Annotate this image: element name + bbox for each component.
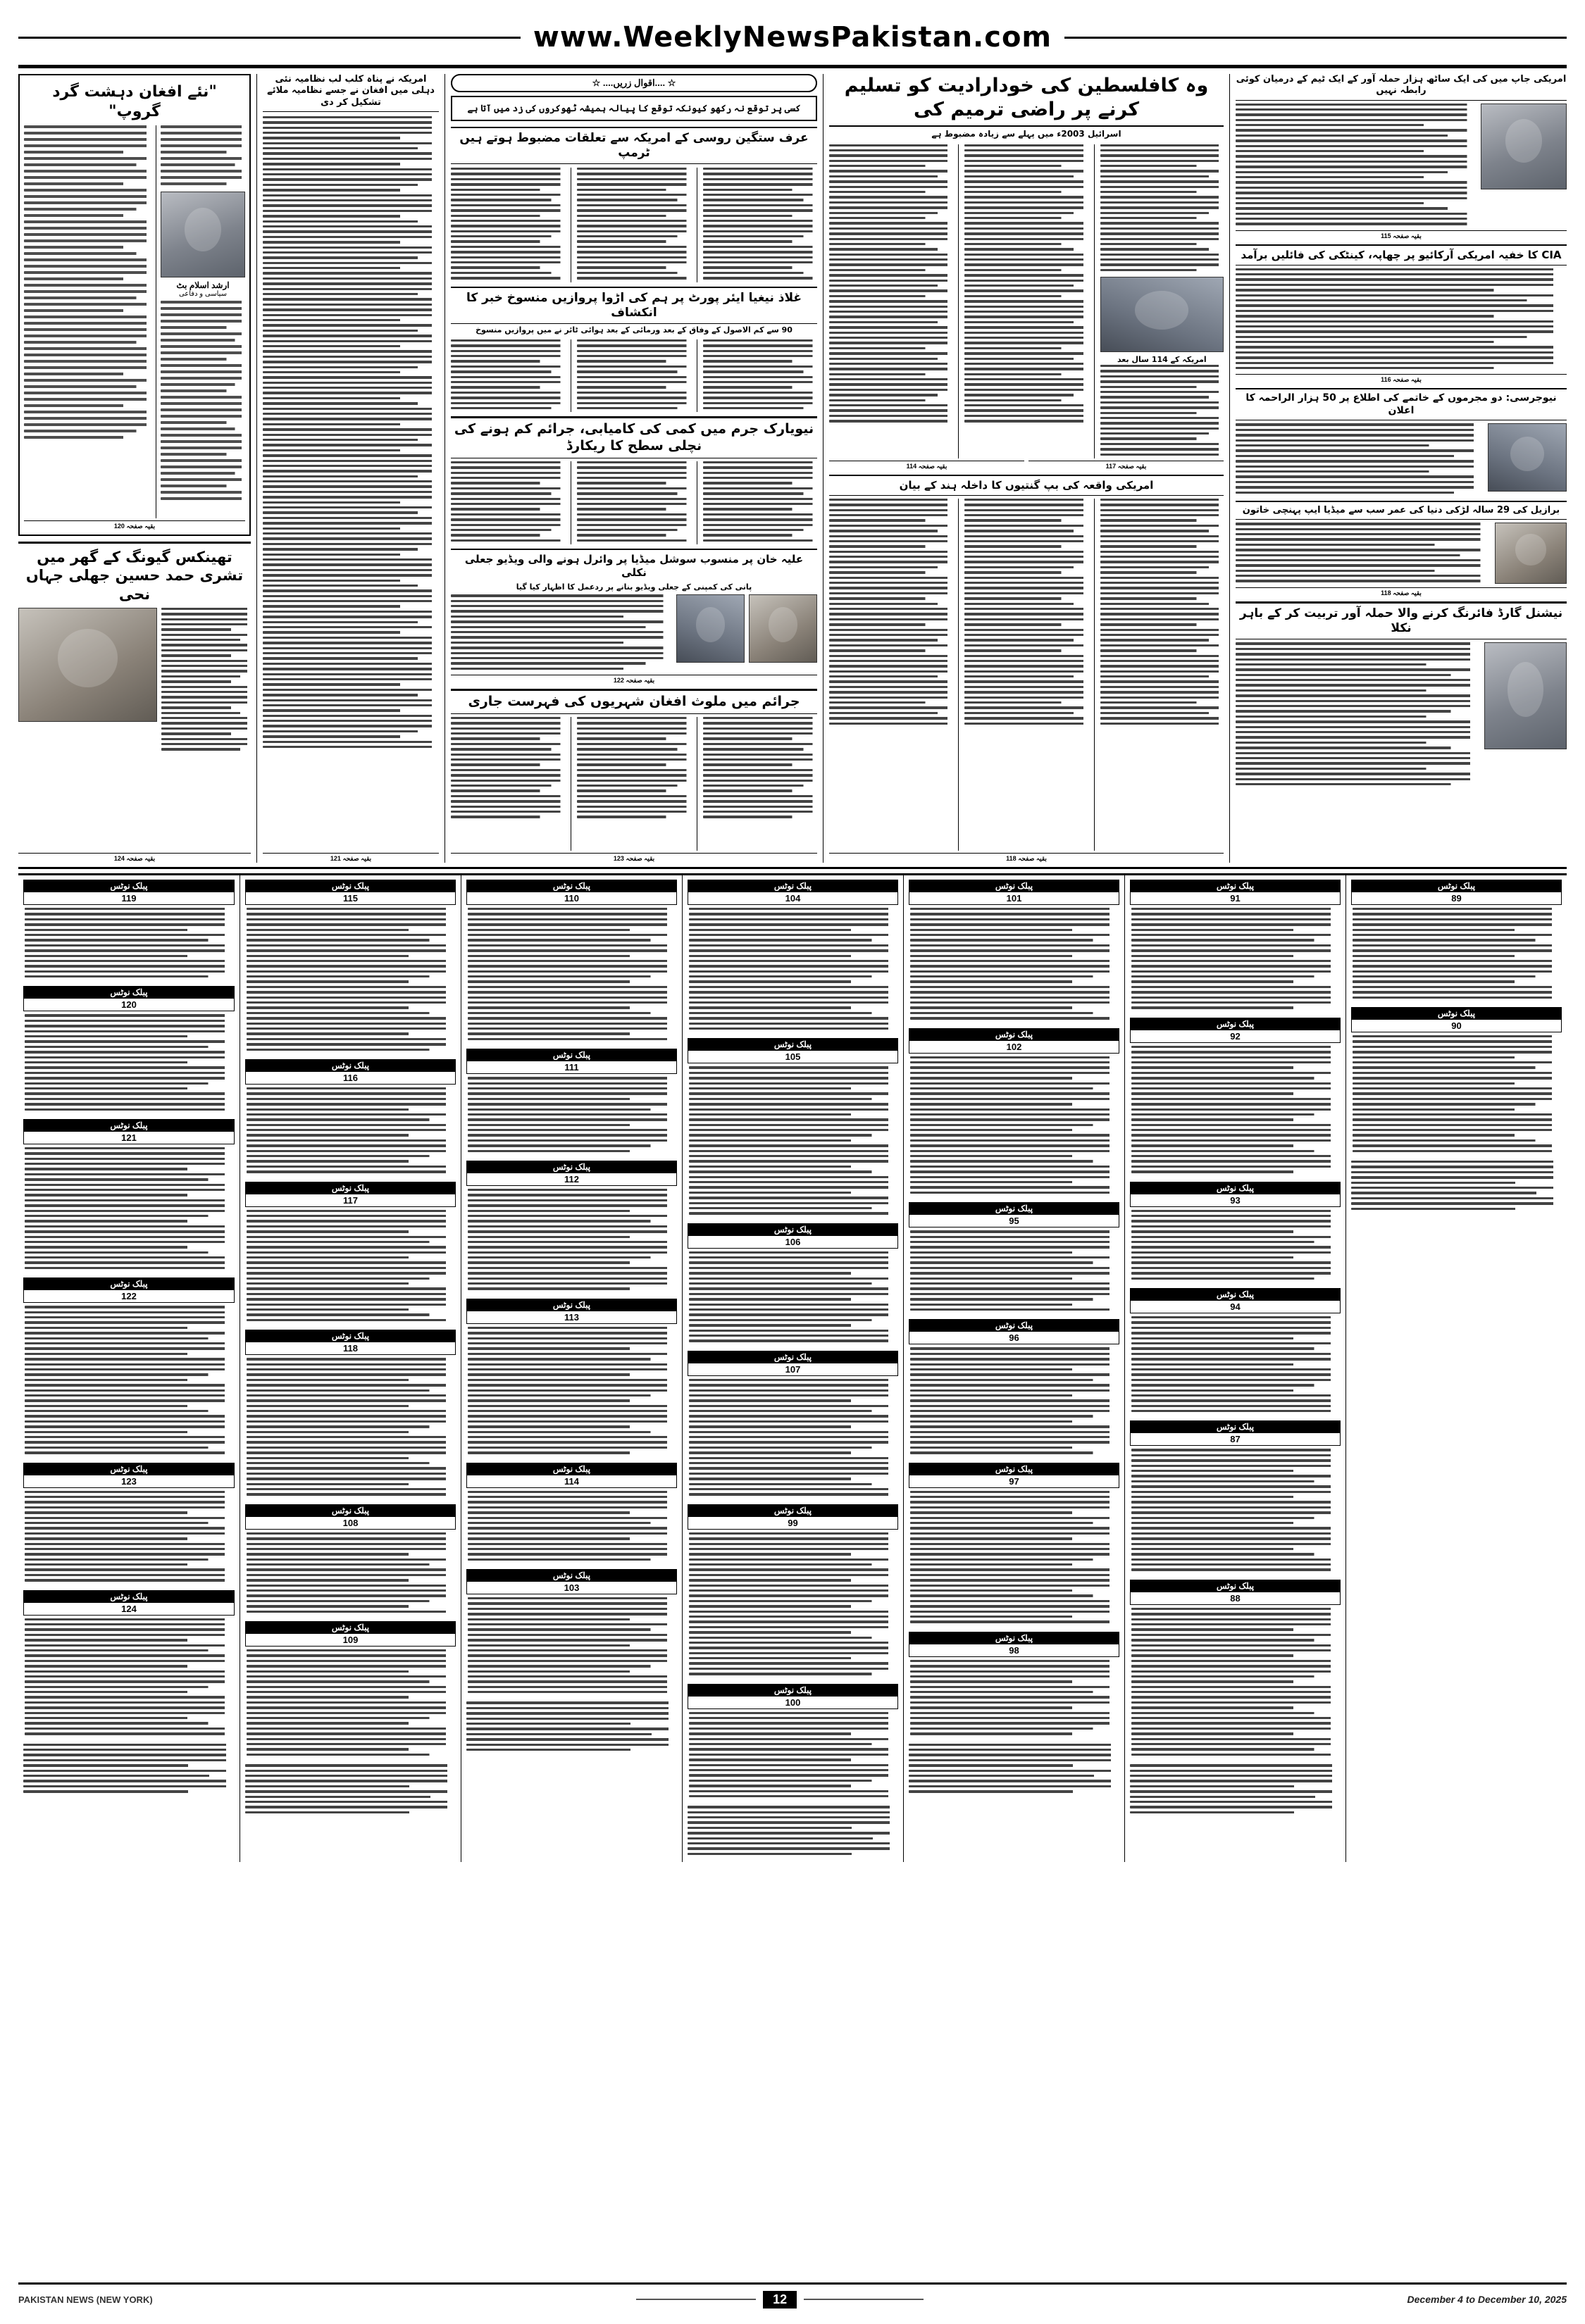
thanksgiving-photo bbox=[18, 608, 157, 722]
notice-title: پبلک نوٹس bbox=[1130, 1288, 1341, 1301]
notice-body bbox=[1130, 1313, 1341, 1412]
col5-continued-2: بقیہ صفحہ 116 bbox=[1236, 374, 1567, 384]
notice-title: پبلک نوٹس bbox=[1130, 1580, 1341, 1592]
notice-number: 122 bbox=[23, 1290, 235, 1303]
notice-title: پبلک نوٹس bbox=[909, 1202, 1119, 1215]
trump-photo bbox=[1100, 277, 1224, 352]
notice-title: پبلک نوٹس bbox=[688, 1038, 898, 1051]
notice-body bbox=[688, 1530, 898, 1675]
col4-continued-1: بقیہ صفحہ 114 bbox=[829, 461, 1024, 470]
col3-story3-text-b bbox=[577, 461, 691, 544]
notice-body bbox=[688, 1709, 898, 1798]
col3-story1-text-a bbox=[451, 168, 565, 282]
thanksgiving-headline: تھینکس گیونگ کے گھر میں تشری حمد حسین جھلی جہاں نحی bbox=[25, 549, 244, 603]
col5-headline-3: نیوجرسی: دو مجرموں کے خاتمے کی اطلاع پر 50 ہزار الراحمہ کا اعلان bbox=[1236, 388, 1567, 420]
public-notice bbox=[245, 1182, 456, 1322]
col4-lower-a bbox=[829, 499, 952, 851]
lead-text-left-bottom bbox=[161, 301, 245, 504]
notice-body bbox=[245, 1530, 456, 1613]
public-notice bbox=[245, 1504, 456, 1613]
public-notice bbox=[1351, 1007, 1562, 1152]
notice-title: پبلک نوٹس bbox=[245, 1504, 456, 1517]
col3-story3-text-a bbox=[451, 461, 565, 544]
notice-body bbox=[466, 1594, 677, 1693]
top-news-area bbox=[18, 68, 1567, 869]
notice-body bbox=[245, 1207, 456, 1322]
notice-title: پبلک نوٹس bbox=[1351, 1007, 1562, 1020]
notice-number: 112 bbox=[466, 1173, 677, 1186]
notice-title: پبلک نوٹس bbox=[909, 1463, 1119, 1475]
col5-headline-4: برازیل کی 29 سالہ لڑکی دنیا کی عمر سب سے میڈیا ایپ پہنچی خاتون bbox=[1236, 501, 1567, 520]
column-filler-text bbox=[245, 1764, 456, 1813]
public-notice bbox=[1130, 880, 1341, 1009]
col4-text-c-top bbox=[1100, 144, 1224, 275]
col2-text bbox=[263, 116, 439, 851]
notice-number: 102 bbox=[909, 1041, 1119, 1054]
legal-column bbox=[1124, 875, 1345, 1862]
notice-number: 121 bbox=[23, 1132, 235, 1144]
notice-body bbox=[1130, 905, 1341, 1009]
notice-number: 89 bbox=[1351, 892, 1562, 905]
suspect-photo bbox=[1488, 423, 1567, 492]
thanksgiving-text bbox=[161, 608, 251, 851]
public-notice bbox=[909, 1202, 1119, 1311]
notice-title: پبلک نوٹس bbox=[466, 880, 677, 892]
site-url: www.WeeklyNewsPakistan.com bbox=[533, 21, 1052, 54]
notice-title: پبلک نوٹس bbox=[466, 1569, 677, 1582]
col4-text-c-bottom bbox=[1100, 365, 1224, 458]
legal-column bbox=[18, 875, 240, 1862]
anchor-photo bbox=[1481, 104, 1567, 189]
notice-number: 99 bbox=[688, 1517, 898, 1530]
col3-continued-2: بقیہ صفحہ 123 bbox=[451, 853, 817, 863]
notice-title: پبلک نوٹس bbox=[1130, 1182, 1341, 1194]
notice-title: پبلک نوٹس bbox=[909, 1319, 1119, 1332]
public-notice bbox=[466, 880, 677, 1040]
notice-body bbox=[688, 1063, 898, 1214]
public-notice bbox=[245, 1059, 456, 1173]
public-notice bbox=[688, 1504, 898, 1675]
notice-number: 115 bbox=[245, 892, 456, 905]
notice-title: پبلک نوٹس bbox=[23, 1119, 235, 1132]
notice-number: 107 bbox=[688, 1363, 898, 1376]
notice-title: پبلک نوٹس bbox=[23, 1590, 235, 1603]
lead-headline: "نئے افغان دہشت گرد گروپ" bbox=[52, 83, 217, 120]
notice-body bbox=[1130, 1043, 1341, 1173]
lead-text-right bbox=[24, 125, 151, 518]
notice-body bbox=[466, 905, 677, 1040]
lead-text-left-top bbox=[161, 125, 245, 189]
notice-body bbox=[23, 1011, 235, 1110]
public-notice bbox=[23, 880, 235, 977]
col3-sub-4: پانی کی کمپنی کے جعلی ویڈیو بنانے پر ردعمل کا اظہار کیا گیا bbox=[516, 582, 752, 592]
notice-number: 106 bbox=[688, 1236, 898, 1249]
col4-lower-b bbox=[964, 499, 1088, 851]
notice-body bbox=[466, 1186, 677, 1290]
col4-continued-3: بقیہ صفحہ 118 bbox=[829, 853, 1224, 863]
notice-number: 97 bbox=[909, 1475, 1119, 1488]
notice-number: 94 bbox=[1130, 1301, 1341, 1313]
public-notice bbox=[688, 1351, 898, 1496]
byline: ارشد اسلام بٹ bbox=[176, 280, 230, 290]
gunman-photo bbox=[1484, 642, 1567, 749]
notice-title: پبلک نوٹس bbox=[466, 1299, 677, 1311]
thanksgiving-continued: بقیہ صفحہ 124 bbox=[18, 853, 251, 863]
notice-body bbox=[23, 1303, 235, 1454]
col3-headline-3: نیویارک جرم میں کمی کی کامیابی، جرائم کم ہونے کی نچلی سطح کا ریکارڈ bbox=[451, 416, 817, 458]
author-photo bbox=[161, 192, 245, 277]
notice-body bbox=[245, 1085, 456, 1173]
masthead bbox=[18, 13, 1567, 68]
notice-title: پبلک نوٹس bbox=[688, 1351, 898, 1363]
footer-date-range: December 4 to December 10, 2025 bbox=[1407, 2294, 1567, 2305]
afghan-crime-headline: جرائم میں ملوث افغان شہریوں کی فہرست جاری bbox=[451, 689, 817, 714]
public-notice bbox=[1130, 1580, 1341, 1756]
notice-body bbox=[688, 1249, 898, 1342]
notice-body bbox=[909, 1227, 1119, 1311]
col5-continued-3: بقیہ صفحہ 118 bbox=[1236, 587, 1567, 597]
notice-title: پبلک نوٹس bbox=[1351, 880, 1562, 892]
column-two bbox=[263, 74, 439, 863]
public-notice bbox=[688, 1038, 898, 1214]
notice-title: پبلک نوٹس bbox=[466, 1049, 677, 1061]
notice-title: پبلک نوٹس bbox=[909, 880, 1119, 892]
notice-number: 113 bbox=[466, 1311, 677, 1324]
notice-number: 111 bbox=[466, 1061, 677, 1074]
column-filler-text bbox=[23, 1744, 235, 1793]
column-filler-text bbox=[688, 1806, 898, 1855]
notice-number: 116 bbox=[245, 1072, 456, 1085]
afghan-crime-text-a bbox=[451, 717, 565, 851]
col3-story1-text-c bbox=[703, 168, 817, 282]
col5-continued-1: بقیہ صفحہ 115 bbox=[1236, 230, 1567, 240]
column-five bbox=[1236, 74, 1567, 863]
public-notice bbox=[23, 1119, 235, 1269]
notice-body bbox=[23, 905, 235, 977]
notice-body bbox=[245, 905, 456, 1051]
notice-body bbox=[1351, 1032, 1562, 1152]
col5-text-5 bbox=[1236, 642, 1480, 863]
page-footer bbox=[18, 2282, 1567, 2314]
col3-sub-2: 90 سے کم الاصول کے وفاق کے بعد ورمائی کے بعد ہوائی ٹائر نے میں پروازیں منسوخ bbox=[476, 325, 792, 335]
col2-headline: امریکہ نے پناہ کلب لب نظامیہ نئی دہلی میں افغان نے جسے نظامیہ ملائے تشکیل کر دی bbox=[263, 74, 439, 112]
notice-title: پبلک نوٹس bbox=[245, 1330, 456, 1342]
notice-number: 109 bbox=[245, 1634, 456, 1647]
notice-title: پبلک نوٹس bbox=[688, 1504, 898, 1517]
public-notice bbox=[23, 986, 235, 1110]
notice-body bbox=[909, 1657, 1119, 1735]
col5-text-2 bbox=[1236, 268, 1567, 373]
notice-title: پبلک نوٹس bbox=[23, 1463, 235, 1475]
col3-story3-text-c bbox=[703, 461, 817, 544]
notice-title: پبلک نوٹس bbox=[23, 880, 235, 892]
notice-number: 119 bbox=[23, 892, 235, 905]
notice-number: 90 bbox=[1351, 1020, 1562, 1032]
public-notice bbox=[909, 1463, 1119, 1623]
col2-continued: بقیہ صفحہ 121 bbox=[263, 853, 439, 863]
col5-headline-1: امریکی جاپ میں کی ایک ساٹھ ہزار حملہ آور کے ایک ٹیم کے درمیان کوئی رابطہ نہیں bbox=[1236, 74, 1567, 101]
col3-story2-text-a bbox=[451, 339, 565, 412]
notice-body bbox=[1130, 1207, 1341, 1280]
col3-headline-1: عرف ستگین روسی کے امریکہ سے تعلقات مضبوط ہوتے ہیں ٹرمپ bbox=[451, 127, 817, 165]
col5-headline-2: CIA کا خفیہ امریکی آرکائیو پر چھاپہ، کینٹکی کی فائلیں برآمد bbox=[1236, 244, 1567, 265]
notice-title: پبلک نوٹس bbox=[688, 880, 898, 892]
public-notice bbox=[466, 1569, 677, 1693]
legal-column bbox=[903, 875, 1124, 1862]
notice-body bbox=[909, 1054, 1119, 1194]
notice-number: 87 bbox=[1130, 1433, 1341, 1446]
col4-continued-2: بقیہ صفحہ 117 bbox=[1028, 461, 1224, 470]
notice-number: 118 bbox=[245, 1342, 456, 1355]
public-notice bbox=[466, 1299, 677, 1454]
afghan-crime-text-c bbox=[703, 717, 817, 851]
footer-page-number: 12 bbox=[763, 2291, 797, 2309]
byline-role: سیاسی و دفاعی bbox=[178, 290, 228, 298]
notice-number: 91 bbox=[1130, 892, 1341, 905]
quote-of-the-day: کسی پر توقع نہ رکھو کیونکہ توقع کا پیالہ ہمیشہ ٹھوکروں کی زد میں آتا ہے bbox=[451, 96, 817, 121]
public-notice bbox=[688, 1684, 898, 1798]
public-notice bbox=[23, 1277, 235, 1454]
notice-title: پبلک نوٹس bbox=[1130, 1018, 1341, 1030]
column-lead-opinion bbox=[18, 74, 251, 863]
public-notice bbox=[245, 1621, 456, 1756]
notice-number: 104 bbox=[688, 892, 898, 905]
notice-title: پبلک نوٹس bbox=[688, 1223, 898, 1236]
col3-story2-text-b bbox=[577, 339, 691, 412]
notice-title: پبلک نوٹس bbox=[1130, 880, 1341, 892]
public-notice bbox=[909, 1028, 1119, 1194]
public-notice bbox=[1130, 1420, 1341, 1570]
notice-number: 98 bbox=[909, 1644, 1119, 1657]
notice-number: 88 bbox=[1130, 1592, 1341, 1605]
notice-body bbox=[245, 1647, 456, 1756]
notice-number: 123 bbox=[23, 1475, 235, 1488]
notice-body bbox=[1130, 1605, 1341, 1756]
notice-number: 92 bbox=[1130, 1030, 1341, 1043]
notice-title: پبلک نوٹس bbox=[909, 1028, 1119, 1041]
notice-number: 120 bbox=[23, 999, 235, 1011]
notice-title: پبلک نوٹس bbox=[23, 986, 235, 999]
notice-title: پبلک نوٹس bbox=[909, 1632, 1119, 1644]
notice-number: 103 bbox=[466, 1582, 677, 1594]
notice-body bbox=[23, 1144, 235, 1269]
notice-number: 93 bbox=[1130, 1194, 1341, 1207]
col5-text-3 bbox=[1236, 423, 1484, 496]
legal-column bbox=[461, 875, 682, 1862]
notice-body bbox=[909, 1344, 1119, 1454]
masthead-rule-right bbox=[1064, 37, 1567, 39]
footer-rule-right bbox=[804, 2299, 924, 2300]
public-notice bbox=[466, 1463, 677, 1561]
col5-text-1 bbox=[1236, 104, 1477, 228]
public-notice bbox=[909, 880, 1119, 1020]
notice-title: پبلک نوٹس bbox=[688, 1684, 898, 1697]
legal-column bbox=[240, 875, 461, 1862]
column-filler-text bbox=[909, 1744, 1119, 1793]
notice-number: 110 bbox=[466, 892, 677, 905]
public-notice bbox=[466, 1049, 677, 1152]
notice-number: 101 bbox=[909, 892, 1119, 905]
notice-body bbox=[1130, 1446, 1341, 1570]
public-notice bbox=[1130, 1288, 1341, 1412]
viral-video-photo-1 bbox=[676, 594, 745, 663]
notice-body bbox=[466, 1074, 677, 1152]
public-notice bbox=[245, 1330, 456, 1496]
public-notice bbox=[466, 1161, 677, 1290]
col3-story2-text-c bbox=[703, 339, 817, 412]
divider-1 bbox=[256, 74, 257, 863]
legal-notices-grid bbox=[18, 873, 1567, 1862]
public-notice bbox=[688, 880, 898, 1030]
notice-number: 114 bbox=[466, 1475, 677, 1488]
public-notice bbox=[1130, 1182, 1341, 1280]
col4-subhead: اسرائیل 2003ء میں پہلے سے زیادہ مضبوط ہے bbox=[931, 128, 1121, 139]
notice-body bbox=[23, 1616, 235, 1735]
notice-title: پبلک نوٹس bbox=[23, 1277, 235, 1290]
col3-headline-2: غلاذ نیغیا ایئر پورٹ پر ہم کی اڑوا پروازیں منسوخ خبر کا انکشاف bbox=[451, 287, 817, 325]
notice-body bbox=[909, 1488, 1119, 1623]
notice-body bbox=[245, 1355, 456, 1496]
col3-story4-text bbox=[451, 594, 672, 673]
footer-rule-left bbox=[636, 2299, 756, 2300]
notice-number: 96 bbox=[909, 1332, 1119, 1344]
column-three bbox=[451, 74, 817, 863]
notice-title: پبلک نوٹس bbox=[245, 1182, 456, 1194]
notice-body bbox=[688, 1376, 898, 1496]
notice-number: 105 bbox=[688, 1051, 898, 1063]
col3-headline-4: علیہ خان پر منسوب سوشل میڈیا پر وائرل ہونے والی ویڈیو جعلی نکلی bbox=[451, 549, 817, 582]
lead-continued: بقیہ صفحہ 120 bbox=[24, 520, 245, 530]
footer-publication: PAKISTAN NEWS (NEW YORK) bbox=[18, 2294, 153, 2305]
quotes-ticker: ☆ ....اقوال زریں.... ☆ bbox=[451, 74, 817, 92]
notice-number: 95 bbox=[909, 1215, 1119, 1227]
col4-text-a bbox=[829, 144, 952, 459]
notice-number: 108 bbox=[245, 1517, 456, 1530]
notice-title: پبلک نوٹس bbox=[466, 1463, 677, 1475]
legal-column bbox=[1345, 875, 1567, 1862]
column-filler-text bbox=[1351, 1161, 1562, 1210]
afghan-crime-text-b bbox=[577, 717, 691, 851]
col3-story1-text-b bbox=[577, 168, 691, 282]
column-filler-text bbox=[466, 1701, 677, 1751]
public-notice bbox=[1130, 1018, 1341, 1173]
notice-number: 100 bbox=[688, 1697, 898, 1709]
notice-title: پبلک نوٹس bbox=[245, 1621, 456, 1634]
col4-small-headline: امریکہ کے 114 سال بعد bbox=[1117, 355, 1207, 365]
col4-text-b bbox=[964, 144, 1088, 459]
public-notice bbox=[23, 1463, 235, 1582]
notice-title: پبلک نوٹس bbox=[466, 1161, 677, 1173]
public-notice bbox=[1351, 880, 1562, 999]
col4-main-headline: وہ کافلسطین کی خودارادیت کو تسلیم کرنے پر راضی ترمیم کی bbox=[829, 74, 1224, 127]
legal-column bbox=[682, 875, 903, 1862]
divider-4 bbox=[1229, 74, 1230, 863]
col5-text-4 bbox=[1236, 523, 1491, 585]
column-four bbox=[829, 74, 1224, 863]
col4-sidebar-headline: امریکی واقعہ کی بپ گنتیوں کا داخلہ ہند کے بیان bbox=[829, 475, 1224, 496]
public-notice bbox=[909, 1632, 1119, 1735]
notice-body bbox=[1351, 905, 1562, 999]
notice-body bbox=[23, 1488, 235, 1582]
notice-title: پبلک نوٹس bbox=[245, 1059, 456, 1072]
col3-continued-1: بقیہ صفحہ 122 bbox=[451, 675, 817, 685]
col5-headline-5: نیشنل گارڈ فائرنگ کرنے والا حملہ آور تربیت کر کے باہر نکلا bbox=[1236, 601, 1567, 640]
col4-lower-c bbox=[1100, 499, 1224, 851]
public-notice bbox=[245, 880, 456, 1051]
public-notice bbox=[688, 1223, 898, 1342]
public-notice bbox=[909, 1319, 1119, 1454]
column-filler-text bbox=[1130, 1764, 1341, 1813]
notice-title: پبلک نوٹس bbox=[245, 880, 456, 892]
notice-number: 124 bbox=[23, 1603, 235, 1616]
viral-video-photo-2 bbox=[749, 594, 817, 663]
masthead-rule-left bbox=[18, 37, 521, 39]
notice-title: پبلک نوٹس bbox=[1130, 1420, 1341, 1433]
notice-body bbox=[466, 1488, 677, 1561]
notice-number: 117 bbox=[245, 1194, 456, 1207]
notice-body bbox=[466, 1324, 677, 1454]
notice-body bbox=[688, 905, 898, 1030]
public-notice bbox=[23, 1590, 235, 1735]
brazil-woman-photo bbox=[1495, 523, 1567, 584]
notice-body bbox=[909, 905, 1119, 1020]
